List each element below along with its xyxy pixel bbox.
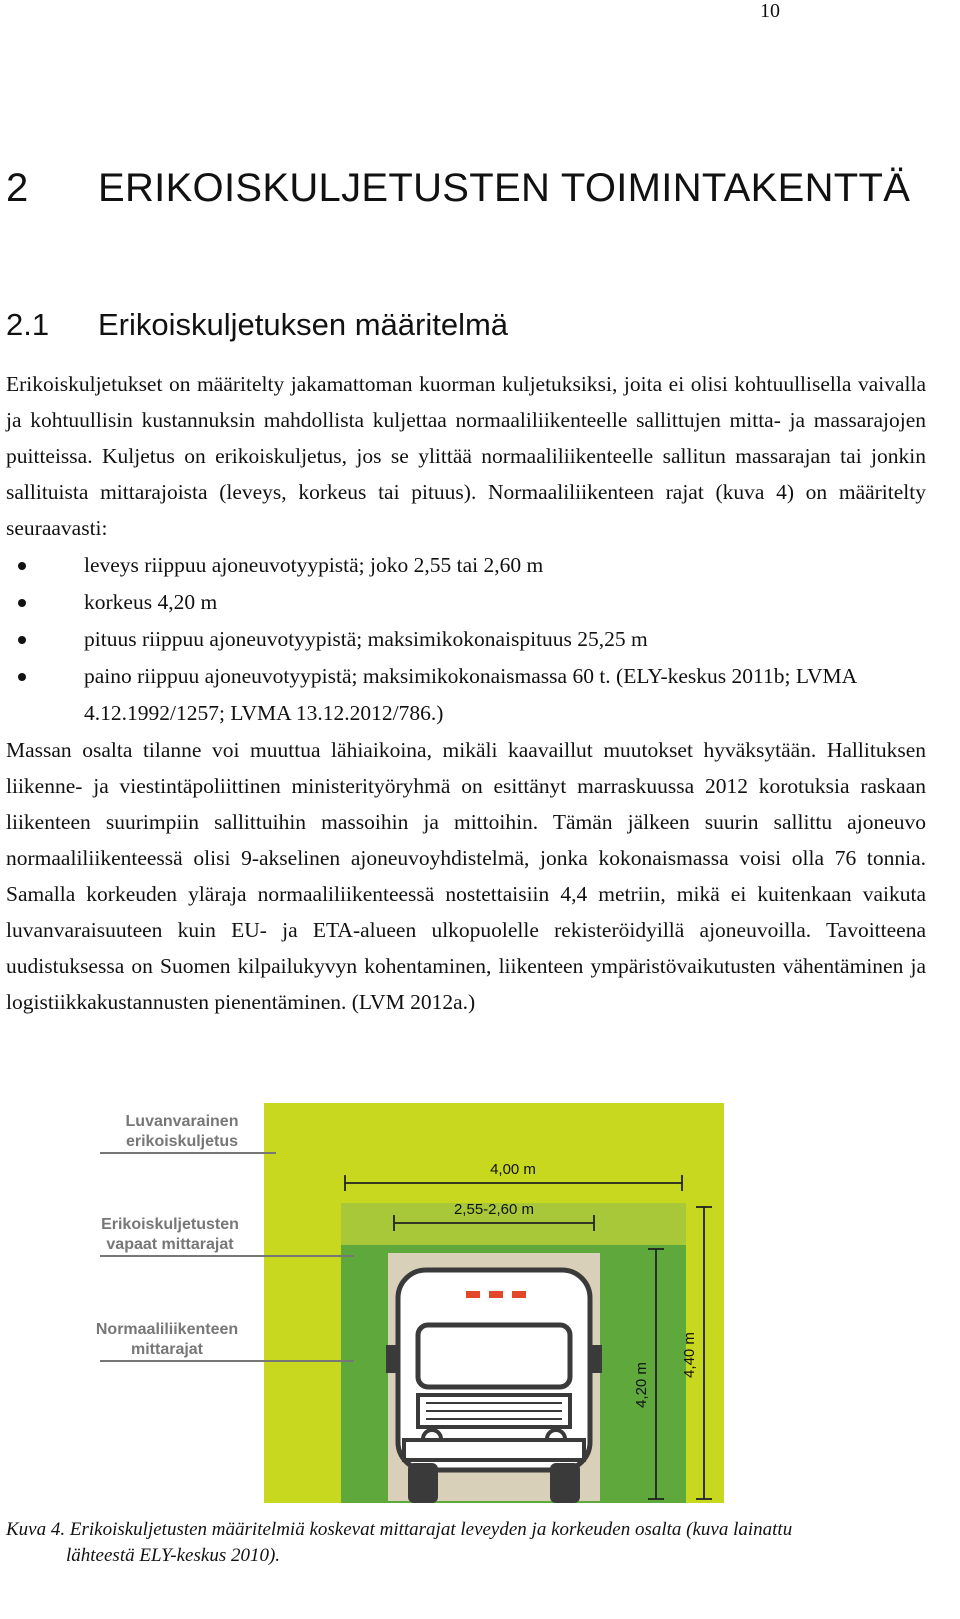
chapter-heading [6,166,910,211]
cab-light [466,1291,480,1298]
height-outer-label: 4,40 m [681,1332,698,1378]
bullet-icon [18,673,26,681]
bullet-icon [18,599,26,607]
list-item [6,658,926,732]
page-number: 10 [760,0,780,22]
truck-illustration [386,1253,602,1503]
list-item [6,621,926,658]
chapter-number: 2 [6,166,29,210]
caption-label: Kuva 4. [6,1519,66,1540]
wheel [408,1463,438,1503]
free-label-line2: vapaat mittarajat [106,1236,234,1253]
width-inner-label: 2,55-2,60 m [453,1201,535,1218]
normal-label-line1: Normaaliliikenteen [95,1321,239,1338]
intro-paragraph: Erikoiskuljetukset on määritelty jakamattoman kuorman kuljetuksiksi, joita ei olisi kohtuullisella vaivalla ja kohtuullisin kustannuksin mahdollista kuljettaa normaaliliikenteelle sallittujen mitta- ja massarajojen puitteissa. Kuljetus on erikoiskuljetus, jos se ylittää normaaliliikenteelle sallitun massarajan tai jonkin sallituista mittarajoista (leveys, korkeus tai pituus). Normaaliliikenteen rajat (kuva 4) on määritelty seuraavasti: [6,372,926,540]
normal-label-line2: mittarajat [130,1341,204,1358]
free-label-line1: Erikoiskuljetusten [101,1216,239,1233]
caption-text-line1: Erikoiskuljetusten määritelmiä koskevat mittarajat leveyden ja korkeuden osalta (kuva lainattu [69,1519,793,1540]
cab-light [489,1291,503,1298]
list-item-text: pituus riippuu ajoneuvotyypistä; maksimikokonaispituus 25,25 m [84,627,648,651]
section-title: Erikoiskuljetuksen määritelmä [98,307,509,342]
figure-svg [86,1095,866,1505]
dimension-figure [86,1095,866,1505]
chapter-title: ERIKOISKULJETUSTEN TOIMINTAKENTTÄ [98,166,911,210]
permit-label-line1: Luvanvarainen [125,1113,239,1130]
list-item-text: korkeus 4,20 m [84,590,218,614]
list-item-text: leveys riippuu ajoneuvotyypistä; joko 2,55 tai 2,60 m [84,553,544,577]
figure-caption [6,1517,926,1569]
width-outer-label: 4,00 m [490,1161,536,1178]
bullet-icon [18,636,26,644]
limits-list [6,547,926,732]
list-item [6,584,926,621]
wheel [550,1463,580,1503]
height-inner-label: 4,20 m [633,1362,650,1408]
list-item [6,547,926,584]
section-heading [6,307,508,343]
body-paragraph: Massan osalta tilanne voi muuttua lähiaikoina, mikäli kaavaillut muutokset hyväksytään. Hallituksen liikenne- ja viestintäpoliittinen ministerityöryhmä on esittänyt marraskuussa 2012 korotuksia raskaan liikenteen suurimpiin sallittuihin massoihin ja mittoihin. Tämän jälkeen suurin sallittu ajoneuvo normaaliliikenteessä olisi 9-akselinen ajoneuvoyhdistelmä, jonka kokonaismassa voisi olla 76 tonnia. Samalla korkeuden yläraja normaaliliikenteessä nostettaisiin 4,4 metriin, mikä ei kuitenkaan vaikuta luvanvaraisuuteen kuin EU- ja ETA-alueen ulkopuolelle rekisteröidyillä ajoneuvoilla. Tavoitteena uudistuksessa on Suomen kilpailukyvyn kohentaminen, liikenteen ympäristövaikutusten vähentäminen ja logistiikkakustannusten pienentäminen. (LVM 2012a.) [6,738,926,1014]
caption-text-line2: lähteestä ELY-keskus 2010). [66,1545,281,1566]
section-number: 2.1 [6,307,50,342]
cab-light [512,1291,526,1298]
permit-label-line2: erikoiskuljetus [125,1133,239,1150]
list-item-text: paino riippuu ajoneuvotyypistä; maksimikokonaismassa 60 t. (ELY-keskus 2011b; LVMA 4.12.1992/1257; LVMA 13.12.2012/786.) [84,664,856,725]
bullet-icon [18,562,26,570]
